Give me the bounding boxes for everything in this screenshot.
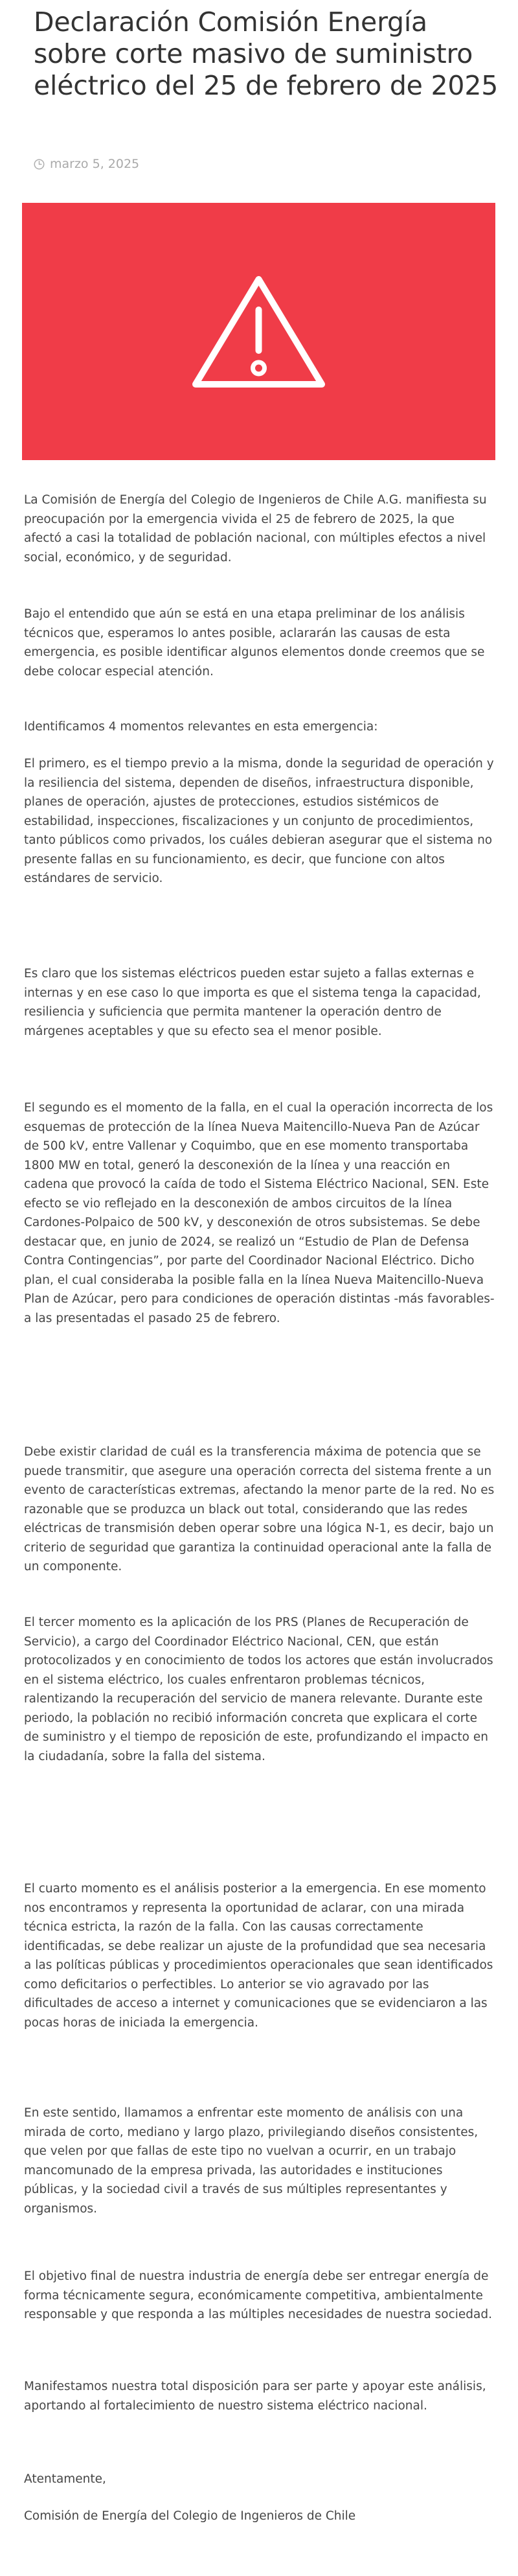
signature: Comisión de Energía del Colegio de Ingenieros de Chile — [24, 2509, 356, 2523]
paragraph: Es claro que los sistemas eléctricos pueden estar sujeto a fallas externas e internas y en ese caso lo que importa es que el sistema tenga la capacidad, resiliencia y suficiencia que permita mantener la operación dentro de márgenes aceptables y que su efecto sea el menor posible. — [24, 967, 481, 1038]
paragraph: El segundo es el momento de la falla, en el cual la operación incorrecta de los esquemas de protección de la línea Nueva Maitencillo-Nueva Pan de Azúcar de 500 kV, entre Vallenar y Coquimbo, que en ese momento transportaba 1800 MW en total, generó la desconexión de la línea y una reacción en cadena que provocó la caída de todo el Sistema Eléctrico Nacional, SEN. Este efecto se vio reflejado en la desconexión de ambos circuitos de la línea Cardones-Polpaico de 500 kV, y desconexión de otros subsistemas. Se debe destacar que, en junio de 2024, se realizó un “Estudio de Plan de Defensa Contra Contingencias”, por parte del Coordinador Nacional Eléctrico. Dicho plan, el cual consideraba la posible falla en la línea Nueva Maitencillo-Nueva Plan de Azúcar, pero para condiciones de operación distintas -más favorables- a las presentadas el pasado 25 de febrero. — [24, 1101, 495, 1325]
post-date-text: marzo 5, 2025 — [50, 157, 140, 171]
warning-triangle-icon — [22, 203, 495, 460]
paragraph: Debe existir claridad de cuál es la transferencia máxima de potencia que se puede transmitir, que asegure una operación correcta del sistema frente a un evento de características extremas, afectando la menor parte de la red. No es razonable que se produzca un black out total, considerando que las redes eléctricas de transmisión deben operar sobre una lógica N-1, es decir, bajo un criterio de seguridad que garantiza la continuidad operacional ante la falla de un componente. — [24, 1445, 495, 1573]
paragraph: En este sentido, llamamos a enfrentar este momento de análisis con una mirada de corto, mediano y largo plazo, privilegiando diseños consistentes, que velen por que fallas de este tipo no vuelvan a ocurrir, en un trabajo mancomunado de la empresa privada, las autoridades e instituciones públicas, y la sociedad civil a través de sus múltiples representantes y organismos. — [24, 2106, 479, 2216]
paragraph: El objetivo final de nuestra industria de energía debe ser entregar energía de forma técnicamente segura, económicamente competitiva, ambientalmente responsable y que responda a las múltiples necesidades de nuestra sociedad. — [24, 2269, 492, 2321]
clock-icon — [34, 159, 45, 170]
paragraph: El tercer momento es la aplicación de los PRS (Planes de Recuperación de Servicio), a cargo del Coordinador Eléctrico Nacional, CEN, que están protocolizados y en conocimiento de todos los actores que están involucrados en el sistema eléctrico, los cuales enfrentaron problemas técnicos, ralentizando la recuperación del servicio de manera relevante. Durante este periodo, la población no recibió información concreta que explicara el corte de suministro y el tiempo de reposición de este, profundizando el impacto en la ciudadanía, sobre la falla del sistema. — [24, 1616, 493, 1763]
featured-image — [22, 203, 495, 460]
paragraph: Bajo el entendido que aún se está en una etapa preliminar de los análisis técnicos que, esperamos lo antes posible, aclararán las causas de esta emergencia, es posible identificar algunos elementos donde creemos que se debe colocar especial atención. — [24, 607, 485, 679]
signoff: Atentamente, — [24, 2472, 106, 2486]
paragraph: El cuarto momento es el análisis posterior a la emergencia. En ese momento nos encontramos y representa la oportunidad de aclarar, con una mirada técnica estricta, la razón de la falla. Con las causas correctamente identificadas, se debe realizar un ajuste de la profundidad que sea necesaria a las políticas públicas y procedimientos operacionales que sean identificados como deficitarios o perfectibles. Lo anterior se vio agravado por las dificultades de acceso a internet y comunicaciones que se evidenciaron a las pocas horas de iniciada la emergencia. — [24, 1882, 493, 2030]
paragraph: La Comisión de Energía del Colegio de Ingenieros de Chile A.G. manifiesta su preocupación por la emergencia vivida el 25 de febrero de 2025, la que afectó a casi la totalidad de población nacional, con múltiples efectos a nivel social, económico, y de seguridad. — [24, 493, 487, 564]
paragraph: El primero, es el tiempo previo a la misma, donde la seguridad de operación y la resiliencia del sistema, dependen de diseños, infraestructura disponible, planes de operación, ajustes de protecciones, estudios sistémicos de estabilidad, inspecciones, fiscalizaciones y un conjunto de procedimientos, tanto públicos como privados, los cuáles debieran asegurar que el sistema no presente fallas en su funcionamiento, es decir, que funcione con altos estándares de servicio. — [24, 757, 494, 885]
page-title: Declaración Comisión Energía sobre corte masivo de suministro eléctrico del 25 de febrero de 2025 — [34, 6, 499, 101]
paragraph: Manifestamos nuestra total disposición para ser parte y apoyar este análisis, aportando al fortalecimiento de nuestro sistema eléctrico nacional. — [24, 2380, 486, 2413]
post-date — [34, 157, 139, 171]
paragraph: Identificamos 4 momentos relevantes en esta emergencia: — [24, 720, 378, 734]
